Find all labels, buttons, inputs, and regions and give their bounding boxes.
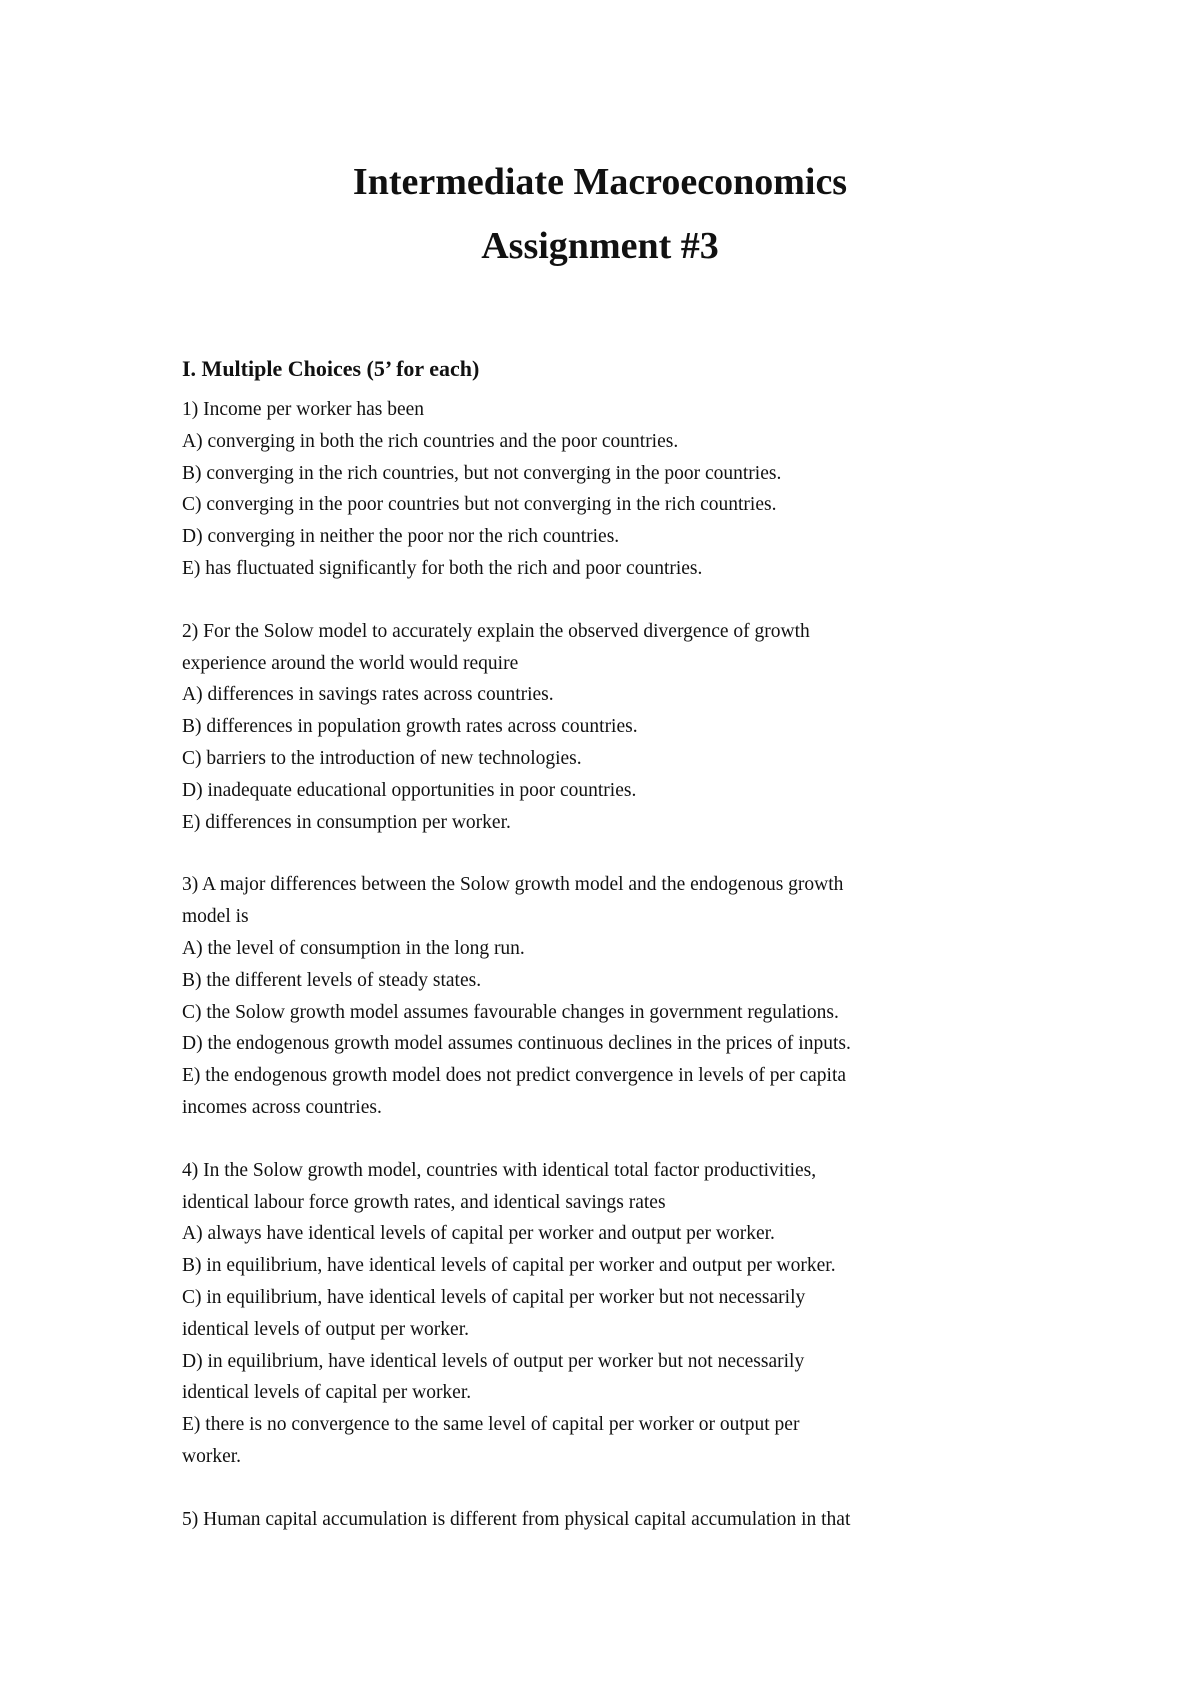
answer-option-line: E) differences in consumption per worker. bbox=[182, 811, 511, 833]
answer-option-line: C) converging in the poor countries but not converging in the rich countries. bbox=[182, 494, 777, 516]
answer-option-line: C) the Solow growth model assumes favourable changes in government regulations. bbox=[182, 1001, 839, 1023]
answer-option-line: E) there is no convergence to the same level of capital per worker or output per bbox=[182, 1414, 800, 1436]
answer-option-line: D) in equilibrium, have identical levels of output per worker but not necessarily bbox=[182, 1350, 805, 1372]
answer-option-line: A) always have identical levels of capital per worker and output per worker. bbox=[182, 1223, 775, 1245]
answer-option-line: incomes across countries. bbox=[182, 1096, 382, 1118]
question-4 bbox=[182, 1155, 1042, 1473]
question-stem-line: 3) A major differences between the Solow growth model and the endogenous growth bbox=[182, 874, 844, 896]
question-stem-line: model is bbox=[182, 906, 249, 928]
answer-option-line: D) converging in neither the poor nor the rich countries. bbox=[182, 526, 620, 548]
answer-option-line: identical levels of output per worker. bbox=[182, 1318, 469, 1340]
question-stem-line: experience around the world would require bbox=[182, 652, 519, 674]
answer-option-line: D) inadequate educational opportunities in poor countries. bbox=[182, 779, 637, 801]
question-stem-line: identical labour force growth rates, and identical savings rates bbox=[182, 1191, 666, 1213]
question-2 bbox=[182, 616, 1042, 839]
question-5 bbox=[182, 1504, 1042, 1536]
answer-option-line: D) the endogenous growth model assumes continuous declines in the prices of inputs. bbox=[182, 1033, 851, 1055]
question-3 bbox=[182, 869, 1042, 1123]
answer-option-line: C) barriers to the introduction of new technologies. bbox=[182, 747, 582, 769]
answer-option-line: A) the level of consumption in the long run. bbox=[182, 937, 525, 959]
answer-option-line: B) differences in population growth rates across countries. bbox=[182, 716, 638, 738]
section-heading: I. Multiple Choices (5’ for each) bbox=[182, 356, 480, 381]
document-title: Intermediate Macroeconomics bbox=[352, 161, 848, 203]
answer-option-line: B) the different levels of steady states. bbox=[182, 969, 482, 991]
answer-option-line: C) in equilibrium, have identical levels of capital per worker but not necessarily bbox=[182, 1286, 806, 1308]
answer-option-line: B) converging in the rich countries, but not converging in the poor countries. bbox=[182, 462, 782, 484]
answer-option-line: E) the endogenous growth model does not predict convergence in levels of per capita bbox=[182, 1065, 847, 1087]
question-list bbox=[182, 394, 1042, 1536]
answer-option-line: worker. bbox=[182, 1445, 242, 1467]
answer-option-line: E) has fluctuated significantly for both the rich and poor countries. bbox=[182, 557, 703, 579]
answer-option-line: B) in equilibrium, have identical levels of capital per worker and output per worker. bbox=[182, 1255, 836, 1277]
answer-option-line: identical levels of capital per worker. bbox=[182, 1382, 472, 1404]
answer-option-line: A) converging in both the rich countries and the poor countries. bbox=[182, 430, 679, 452]
question-stem-line: 1) Income per worker has been bbox=[182, 399, 425, 420]
question-stem-line: 4) In the Solow growth model, countries with identical total factor productivities, bbox=[182, 1159, 817, 1181]
question-stem-line: 5) Human capital accumulation is different from physical capital accumulation in that bbox=[182, 1508, 851, 1530]
question-1 bbox=[182, 394, 1042, 585]
assignment-number: Assignment #3 bbox=[481, 225, 719, 267]
title-block bbox=[0, 150, 1200, 278]
document-body bbox=[182, 354, 1042, 1567]
answer-option-line: A) differences in savings rates across countries. bbox=[182, 684, 554, 706]
question-stem-line: 2) For the Solow model to accurately explain the observed divergence of growth bbox=[182, 620, 810, 642]
